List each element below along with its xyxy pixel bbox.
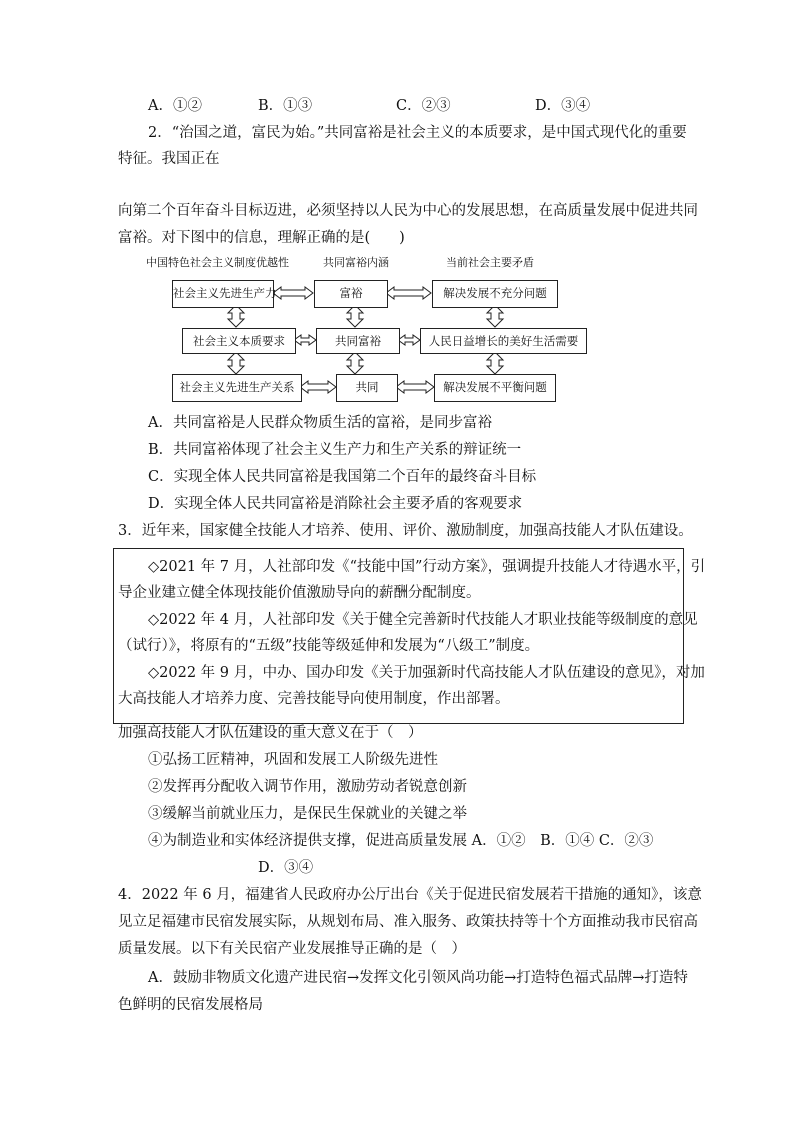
q2-option-a: A．共同富裕是人民群众物质生活的富裕，是同步富裕 <box>148 415 492 431</box>
q4-stem-line3: 质量发展。以下有关民宿产业发展推导正确的是（ ） <box>118 941 466 957</box>
diagram-header-mid: 共同富裕内涵 <box>323 256 389 269</box>
box-r1-insufficient-development: 解决发展不充分问题 <box>432 280 558 308</box>
box-r2-socialist-essence: 社会主义本质要求 <box>182 328 296 354</box>
arrow-r1-right <box>386 287 431 299</box>
box-r1-prosperity: 富裕 <box>314 280 388 308</box>
diagram-header-right: 当前社会主要矛盾 <box>446 256 534 269</box>
box-r2-common-prosperity: 共同富裕 <box>316 328 400 354</box>
arrow-c2-bottom <box>347 352 363 374</box>
arrow-r2-left <box>294 335 316 345</box>
q1-option-a: A．①② <box>148 98 202 114</box>
q2-stem-line1: 2．“治国之道，富民为始。”共同富裕是社会主义的本质要求，是中国式现代化的重要 <box>148 125 687 141</box>
q1-option-c: C．②③ <box>396 98 451 114</box>
arrow-c2-top <box>347 305 363 327</box>
arrow-c1-bottom <box>228 352 244 374</box>
q3-question: 加强高技能人才队伍建设的重大意义在于（ ） <box>118 725 423 741</box>
q3-statement-4-with-options: ④为制造业和实体经济提供支撑，促进高质量发展 A．①② B．①④ C．②③ <box>148 833 654 849</box>
q3-stem: 3．近年来，国家健全技能人才培养、使用、评价、激励制度，加强高技能人才队伍建设。 <box>118 523 693 539</box>
q2-option-c: C．实现全体人民共同富裕是我国第二个百年的最终奋斗目标 <box>148 469 537 485</box>
q3-material-1a: ◇2021 年 7 月，人社部印发《“技能中国”行动方案》，强调提升技能人才待遇水平，引 <box>148 559 706 575</box>
diagram-header-left: 中国特色社会主义制度优越性 <box>146 256 289 269</box>
q2-stem-line2: 特征。我国正在 <box>118 151 220 167</box>
q4-stem-line1: 4．2022 年 6 月，福建省人民政府办公厅出台《关于促进民宿发展若干措施的通知》，该意 <box>118 887 702 903</box>
box-r1-productive-forces: 社会主义先进生产力 <box>172 280 274 308</box>
arrow-r2-right <box>398 335 420 345</box>
q3-material-1b: 导企业建立健全体现技能价值激励导向的薪酬分配制度。 <box>118 585 481 601</box>
q3-material-2a: ◇2022 年 4 月，人社部印发《关于健全完善新时代技能人才职业技能等级制度的意见 <box>148 612 698 628</box>
q3-material-3a: ◇2022 年 9 月，中办、国办印发《关于加强新时代高技能人才队伍建设的意见》，对加 <box>148 665 705 681</box>
q4-option-a-line2: 色鲜明的民宿发展格局 <box>118 997 263 1013</box>
q2-option-d: D．实现全体人民共同富裕是消除社会主要矛盾的客观要求 <box>148 496 523 512</box>
arrow-r1-left <box>273 287 313 299</box>
arrow-r3-left <box>300 381 336 393</box>
q3-material-2b: （试行）》，将原有的“五级”技能等级延伸和发展为“八级工”制度。 <box>118 638 540 654</box>
arrow-r3-right <box>396 381 434 393</box>
q3-statement-3: ③缓解当前就业压力，是保民生保就业的关键之举 <box>148 806 467 822</box>
box-r2-better-life-needs: 人民日益增长的美好生活需要 <box>420 328 587 354</box>
q4-stem-line2: 见立足福建市民宿发展实际，从规划布局、准入服务、政策扶持等十个方面推动我市民宿高 <box>118 914 698 930</box>
box-r3-unbalanced-development: 解决发展不平衡问题 <box>434 374 556 402</box>
arrow-c1-top <box>228 305 244 327</box>
q3-statement-2: ②发挥再分配收入调节作用，激励劳动者锐意创新 <box>148 779 467 795</box>
q4-option-a-line1: A．鼓励非物质文化遗产进民宿→发挥文化引领风尚功能→打造特色福式品牌→打造特 <box>148 970 688 986</box>
q1-option-d: D．③④ <box>535 98 591 114</box>
q2-stem-line3: 向第二个百年奋斗目标迈进，必须坚持以人民为中心的发展思想，在高质量发展中促进共同 <box>118 203 698 219</box>
q2-stem-line4: 富裕。对下图中的信息，理解正确的是( ) <box>118 230 405 246</box>
q3-option-d: D．③④ <box>258 860 314 876</box>
box-r3-relations-of-production: 社会主义先进生产关系 <box>172 374 302 402</box>
q3-material-3b: 大高技能人才培养力度、完善技能导向使用制度，作出部署。 <box>118 691 510 707</box>
q2-option-b: B．共同富裕体现了社会主义生产力和生产关系的辩证统一 <box>148 442 522 458</box>
box-r3-common: 共同 <box>336 374 398 402</box>
q3-statement-1: ①弘扬工匠精神，巩固和发展工人阶级先进性 <box>148 752 438 768</box>
arrow-c3-bottom <box>487 352 503 374</box>
q1-option-b: B．①③ <box>258 98 313 114</box>
arrow-c3-top <box>487 305 503 327</box>
